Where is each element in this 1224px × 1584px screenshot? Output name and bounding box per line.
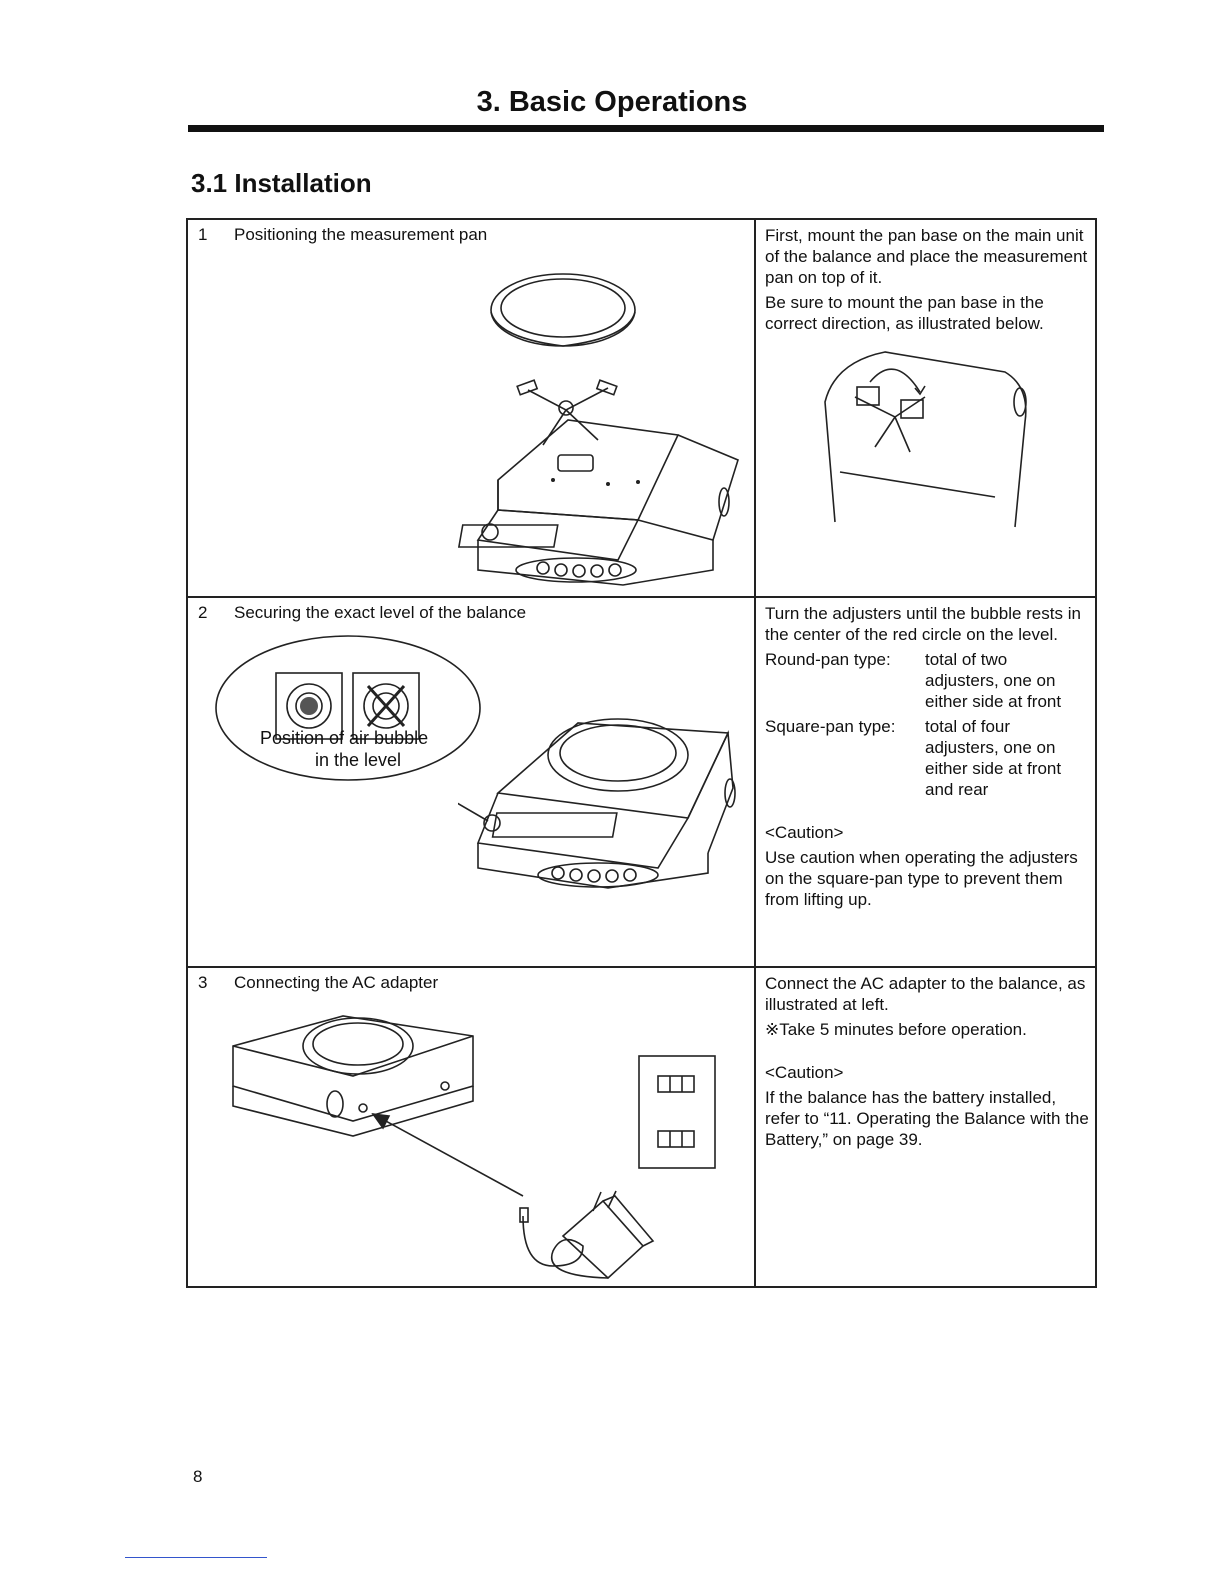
step-number: 2 xyxy=(198,603,208,622)
installation-table xyxy=(186,218,1097,1288)
pan-base-direction-illustration xyxy=(815,342,1035,532)
step-2-caution-label: <Caution> xyxy=(765,823,844,842)
step-1-heading xyxy=(198,225,487,245)
step-3-text-cell xyxy=(756,968,1095,1286)
step-title: Connecting the AC adapter xyxy=(234,973,439,992)
step-3-paragraph-1: Connect the AC adapter to the balance, as illustrated at left. xyxy=(765,974,1086,1014)
step-1-text-cell xyxy=(756,220,1095,596)
balance-pan-mounting-illustration xyxy=(458,240,748,590)
step-row-3 xyxy=(188,968,1095,1286)
callout-caption-line-1: Position of air bubble xyxy=(260,728,429,748)
square-pan-line-3: either side at front xyxy=(925,759,1062,778)
step-title: Securing the exact level of the balance xyxy=(234,603,527,622)
square-pan-type-label: Square-pan type: xyxy=(765,717,896,736)
step-3-caution-text: If the balance has the battery installed, refer to “11. Operating the Balance with the Battery,” on page 39. xyxy=(765,1088,1089,1149)
round-pan-type-row xyxy=(765,649,1091,712)
round-pan-line-2: adjusters, one on xyxy=(925,671,1056,690)
step-2-paragraph-1: Turn the adjusters until the bubble rests in the center of the red circle on the level. xyxy=(765,604,1081,644)
page-number: 8 xyxy=(193,1467,203,1486)
square-pan-line-1: total of four xyxy=(925,717,1011,736)
step-3-heading xyxy=(198,973,438,993)
section-title: 3.1 Installation xyxy=(191,168,372,198)
chapter-rule xyxy=(188,125,1104,132)
step-row-1 xyxy=(188,220,1095,598)
step-2-text-cell xyxy=(756,598,1095,966)
step-row-2 xyxy=(188,598,1095,968)
round-pan-type-label: Round-pan type: xyxy=(765,650,891,669)
square-pan-type-description xyxy=(925,716,1091,800)
step-2-illustration-cell xyxy=(188,598,756,966)
step-2-heading xyxy=(198,603,526,623)
step-1-illustration-cell xyxy=(188,220,756,596)
step-3-caution-label: <Caution> xyxy=(765,1063,844,1082)
round-pan-type-description xyxy=(925,649,1091,712)
chapter-title: 3. Basic Operations xyxy=(476,86,748,118)
square-pan-line-2: adjusters, one on xyxy=(925,738,1056,757)
step-number: 1 xyxy=(198,225,208,244)
square-pan-line-4: and rear xyxy=(925,780,989,799)
round-pan-line-1: total of two xyxy=(925,650,1008,669)
balance-level-illustration xyxy=(458,693,748,923)
step-title: Positioning the measurement pan xyxy=(234,225,488,244)
step-number: 3 xyxy=(198,973,208,992)
ac-adapter-connection-illustration xyxy=(223,996,733,1286)
callout-caption-line-2: in the level xyxy=(315,750,402,770)
round-pan-line-3: either side at front xyxy=(925,692,1062,711)
step-3-paragraph-2: ※Take 5 minutes before operation. xyxy=(765,1020,1027,1039)
step-3-illustration-cell xyxy=(188,968,756,1286)
step-1-paragraph-2: Be sure to mount the pan base in the correct direction, as illustrated below. xyxy=(765,293,1044,333)
step-2-caution-text: Use caution when operating the adjusters on the square-pan type to prevent them from lifting up. xyxy=(765,848,1078,909)
footer-line xyxy=(125,1557,267,1558)
step-1-paragraph-1: First, mount the pan base on the main unit of the balance and place the measurement pan on top of it. xyxy=(765,226,1088,287)
square-pan-type-row xyxy=(765,716,1091,800)
